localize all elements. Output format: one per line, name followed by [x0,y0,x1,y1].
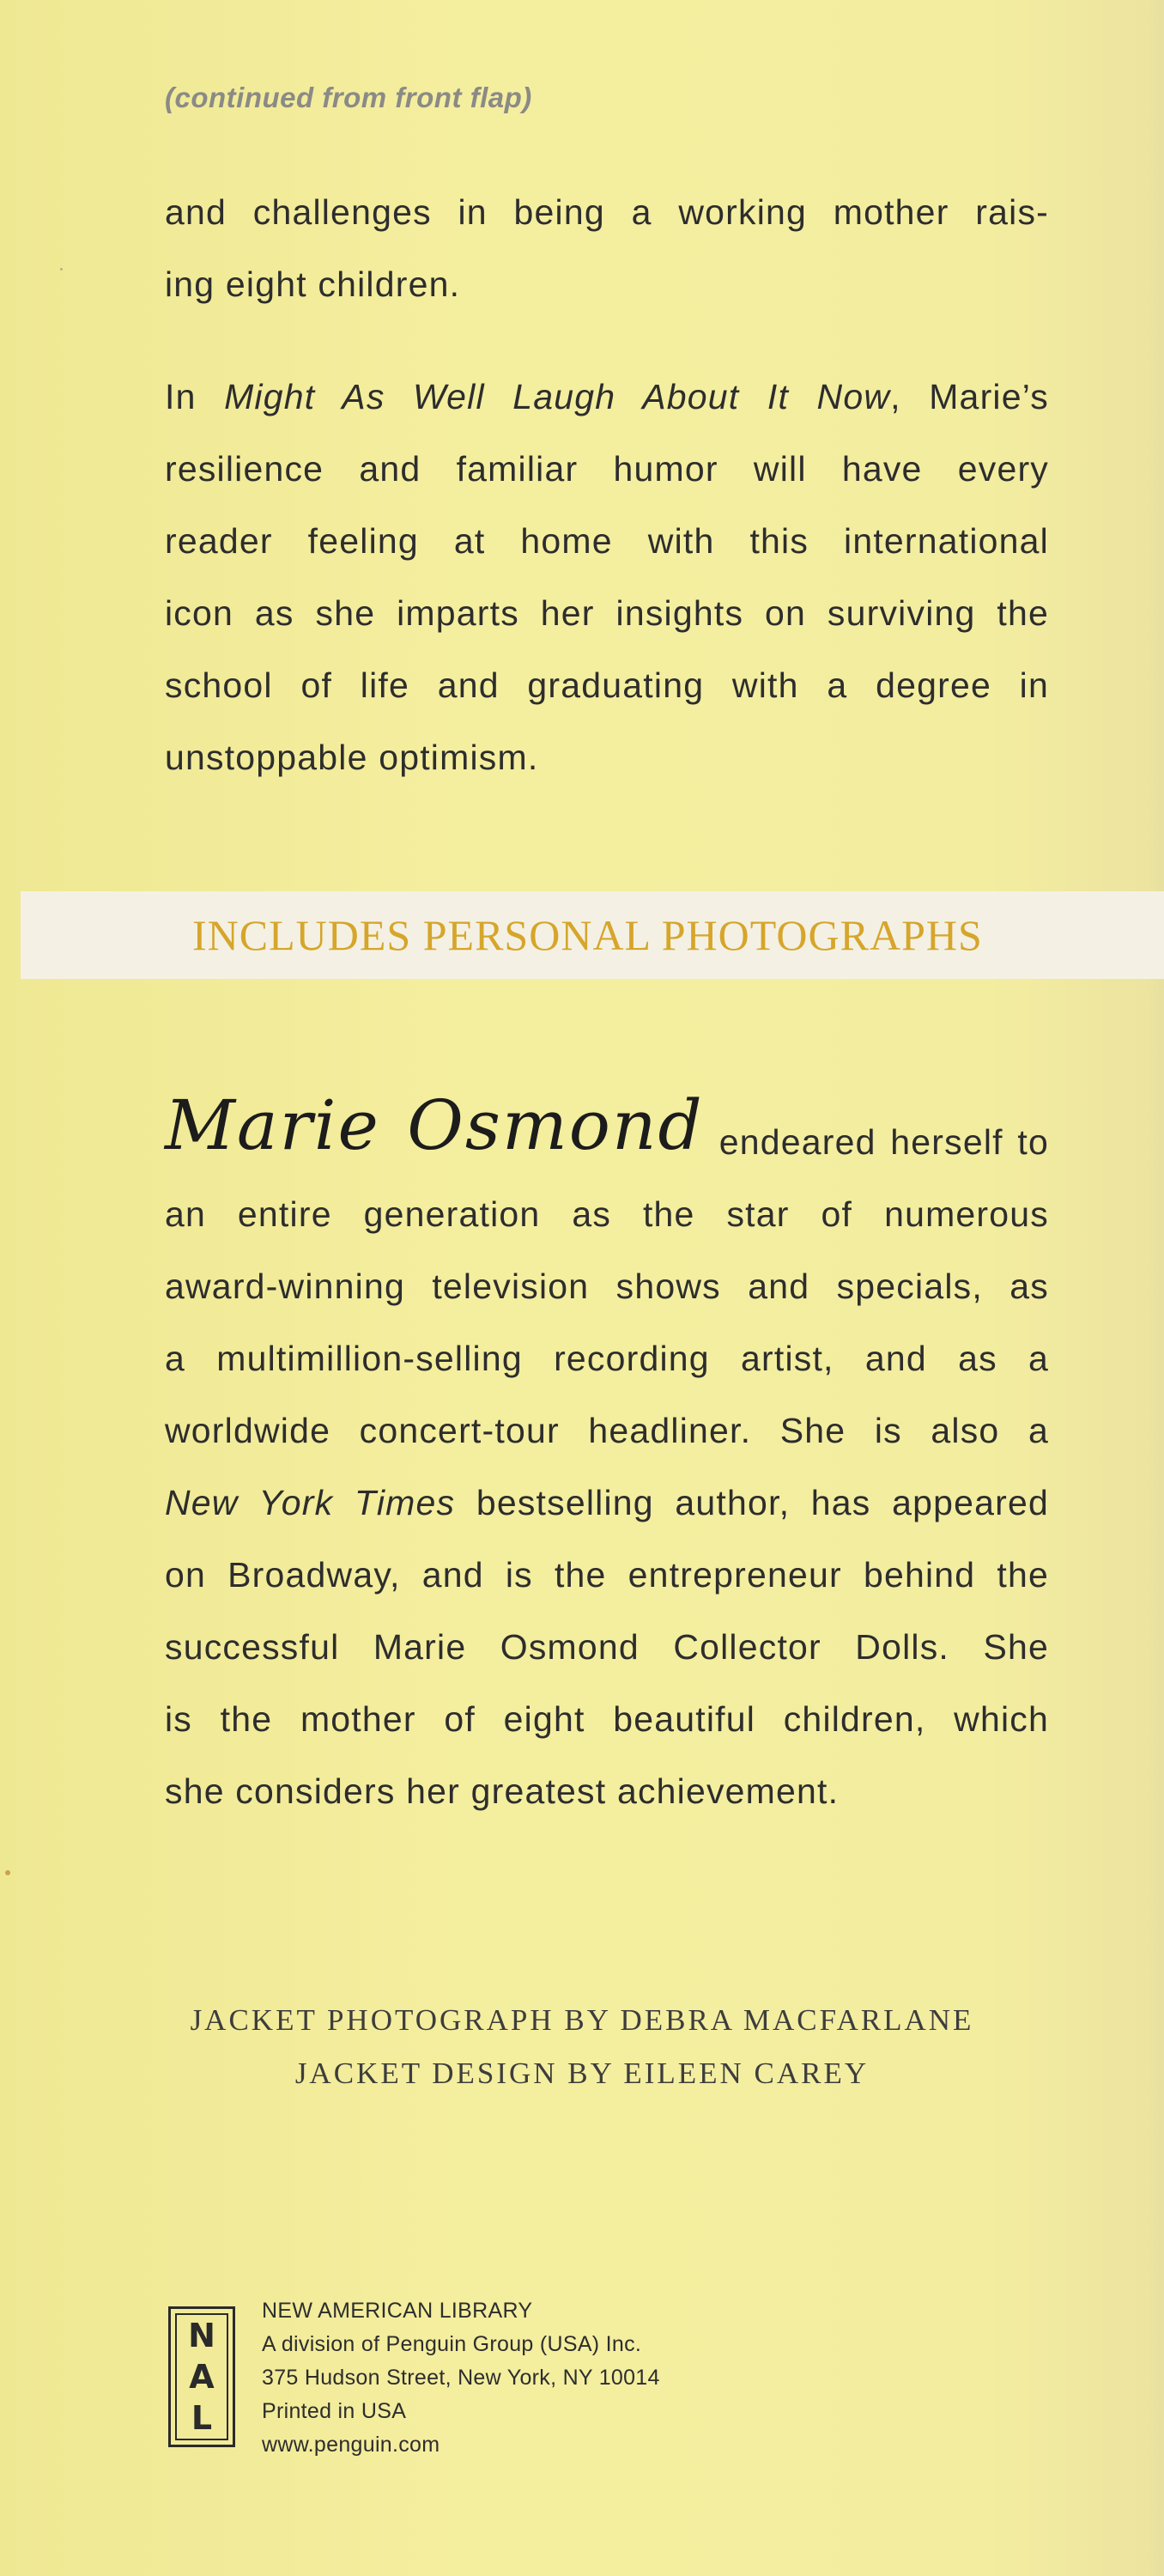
author-signature: Marie Osmond [165,1085,704,1165]
summary-line-first [165,361,1049,433]
summary-line: reader feeling at home with this international [165,521,1049,561]
summary-line: resilience and familiar humor will have every [165,449,1049,489]
summary-paragraph [165,361,1049,793]
continued-note: (continued from front flap) [165,82,532,113]
summary-line: school of life and graduating with a degree in [165,665,1049,705]
banner-text: INCLUDES PERSONAL PHOTOGRAPHS [192,911,983,959]
intro-line: and challenges in being a working mother rais- [165,192,1049,232]
bio-line: award-winning television shows and specials, as [165,1267,1049,1306]
logo-letter: L [191,2399,213,2437]
publisher-info [262,2294,660,2462]
summary-suffix: , Marie’s [890,377,1049,416]
bio-first-suffix: endeared herself to [718,1122,1049,1162]
publisher-website: www.penguin.com [262,2433,440,2457]
bio-line: a multimillion-selling recording artist, and as a [165,1339,1049,1378]
nyt-suffix: bestselling author, has appeared [455,1483,1049,1522]
bio-paragraph [165,1085,1049,1827]
summary-line: unstoppable optimism. [165,738,539,777]
nyt-title: New York Times [165,1483,456,1522]
summary-prefix: In [165,377,225,416]
logo-letter: A [189,2358,215,2396]
logo-letter: N [188,2317,215,2354]
intro-paragraph [165,176,1049,320]
book-title: Might As Well Laugh About It Now [224,377,891,416]
bio-line: is the mother of eight beautiful children, which [165,1699,1049,1739]
design-credit: JACKET DESIGN BY EILEEN CAREY [294,2057,870,2090]
bio-line-nyt [165,1467,1049,1539]
bio-line: an entire generation as the star of numerous [165,1194,1049,1234]
paper-speck [60,268,63,270]
publisher-printed: Printed in USA [262,2399,407,2423]
bio-line: worldwide concert-tour headliner. She is also a [165,1411,1049,1450]
flap-edge-shadow [1149,0,1164,2576]
publisher-address: 375 Hudson Street, New York, NY 10014 [262,2366,660,2390]
photo-credit: JACKET PHOTOGRAPH BY DEBRA MACFARLANE [190,2003,974,2037]
nal-logo-letters [175,2313,228,2440]
bio-line: she considers her greatest achievement. [165,1771,840,1811]
paper-speck [5,1870,10,1875]
nal-logo-icon [168,2306,235,2447]
bio-line-first [165,1085,1049,1178]
bio-line: on Broadway, and is the entrepreneur behind the [165,1555,1049,1595]
photographs-banner [21,891,1164,979]
summary-line: icon as she imparts her insights on surviving the [165,593,1049,633]
publisher-name: NEW AMERICAN LIBRARY [262,2299,533,2323]
intro-line: ing eight children. [165,264,461,304]
publisher-division: A division of Penguin Group (USA) Inc. [262,2332,642,2356]
bio-line: successful Marie Osmond Collector Dolls. She [165,1627,1049,1667]
